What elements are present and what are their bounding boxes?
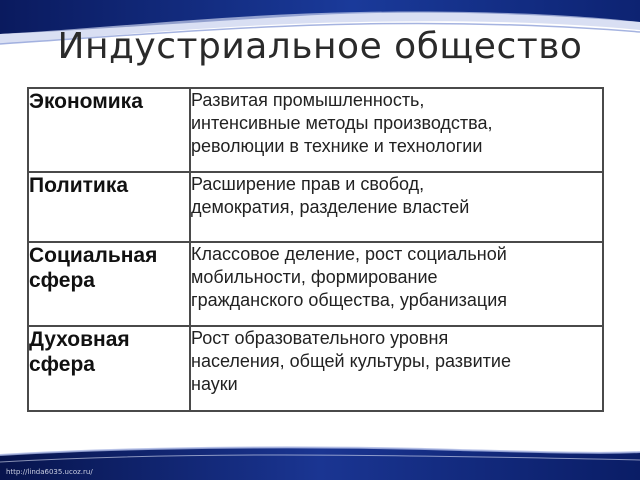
description-line: Развитая промышленность, bbox=[191, 90, 425, 110]
description-line: науки bbox=[191, 374, 238, 394]
slide-title: Индустриальное общество bbox=[57, 26, 583, 67]
description-cell bbox=[190, 326, 603, 411]
description-cell bbox=[190, 172, 603, 242]
category-label: сфера bbox=[29, 353, 95, 376]
category-label: Духовная bbox=[29, 328, 130, 351]
table-row bbox=[28, 88, 603, 172]
description-line: Расширение прав и свобод, bbox=[191, 174, 425, 194]
category-cell bbox=[28, 172, 190, 242]
category-cell bbox=[28, 242, 190, 326]
description-line: революции в технике и технологии bbox=[191, 136, 483, 156]
characteristics-table bbox=[27, 87, 604, 412]
description-line: интенсивные методы производства, bbox=[191, 113, 493, 133]
category-cell bbox=[28, 326, 190, 411]
table-row bbox=[28, 172, 603, 242]
category-cell bbox=[28, 88, 190, 172]
table-row bbox=[28, 242, 603, 326]
description-line: гражданского общества, урбанизация bbox=[191, 290, 507, 310]
description-line: демократия, разделение властей bbox=[191, 197, 470, 217]
description-line: мобильности, формирование bbox=[191, 267, 438, 287]
category-label: Экономика bbox=[29, 90, 143, 113]
footer-url[interactable]: http://linda6035.ucoz.ru/ bbox=[6, 468, 93, 476]
description-cell bbox=[190, 242, 603, 326]
description-line: Рост образовательного уровня bbox=[191, 328, 449, 348]
description-line: населения, общей культуры, развитие bbox=[191, 351, 511, 371]
table-row bbox=[28, 326, 603, 411]
category-label: сфера bbox=[29, 269, 95, 292]
description-line: Классовое деление, рост социальной bbox=[191, 244, 507, 264]
category-label: Социальная bbox=[29, 244, 158, 267]
description-cell bbox=[190, 88, 603, 172]
category-label: Политика bbox=[29, 174, 129, 197]
